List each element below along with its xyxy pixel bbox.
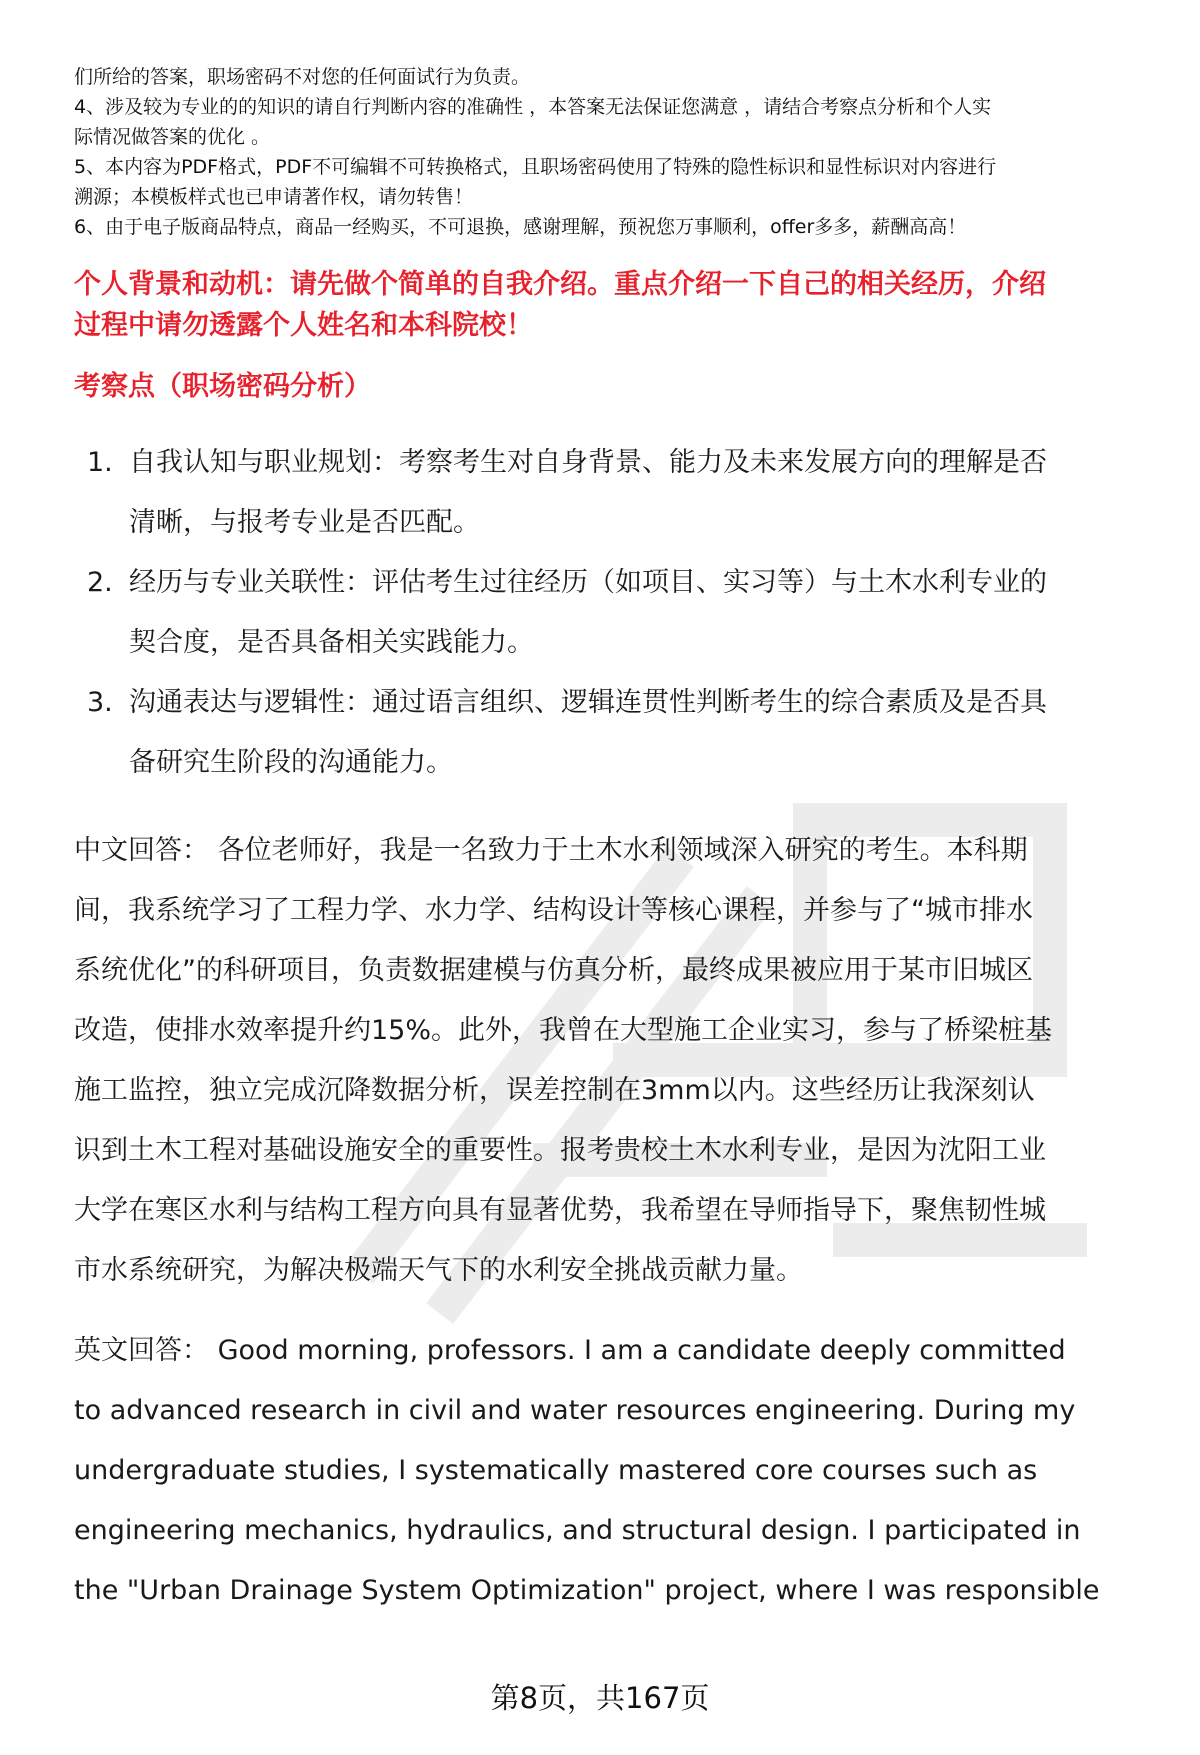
point-line: 自我认知与职业规划：考察考生对自身背景、能力及未来发展方向的理解是否 (129, 447, 1047, 478)
chinese-answer-line: 市水系统研究，为解决极端天气下的水利安全挑战贡献力量。 (74, 1255, 803, 1286)
chinese-answer-line: 中文回答： 各位老师好，我是一名致力于土木水利领域深入研究的考生。本科期 (74, 835, 1028, 866)
english-answer (74, 1321, 1156, 1621)
point-line: 契合度，是否具备相关实践能力。 (129, 627, 534, 658)
analysis-point (74, 433, 1156, 553)
point-line: 沟通表达与逻辑性：通过语言组织、逻辑连贯性判断考生的综合素质及是否具 (129, 687, 1047, 718)
notice-block (74, 62, 1156, 242)
chinese-answer-line: 大学在寒区水利与结构工程方向具有显著优势，我希望在导师指导下，聚焦韧性城 (74, 1195, 1046, 1226)
analysis-point (74, 673, 1156, 793)
english-answer-line: to advanced research in civil and water resources engineering. During my (74, 1395, 1076, 1426)
document-page (74, 62, 1156, 1621)
notice-line: 4、涉及较为专业的的知识的请自行判断内容的准确性 ，本答案无法保证您满意 ，请结合考察点分析和个人实 (74, 96, 992, 118)
analysis-points-list (74, 433, 1156, 793)
notice-line: 溯源；本模板样式也已申请著作权，请勿转售！ (74, 186, 474, 208)
english-answer-line: the "Urban Drainage System Optimization" project, where I was responsible (74, 1575, 1100, 1606)
analysis-point (74, 553, 1156, 673)
english-answer-line: 英文回答： Good morning, professors. I am a candidate deeply committed (74, 1335, 1066, 1366)
notice-line: 5、本内容为PDF格式，PDF不可编辑不可转换格式，且职场密码使用了特殊的隐性标识和显性标识对内容进行 (74, 156, 997, 178)
point-number: 2. (87, 567, 113, 598)
point-line: 经历与专业关联性：评估考生过往经历（如项目、实习等）与土木水利专业的 (129, 567, 1047, 598)
english-answer-line: undergraduate studies, I systematically mastered core courses such as (74, 1455, 1038, 1486)
chinese-answer-line: 施工监控，独立完成沉降数据分析，误差控制在3mm以内。这些经历让我深刻认 (74, 1075, 1035, 1106)
notice-line: 们所给的答案，职场密码不对您的任何面试行为负责。 (74, 66, 531, 88)
chinese-answer-line: 间，我系统学习了工程力学、水力学、结构设计等核心课程，并参与了“城市排水 (74, 895, 1033, 926)
notice-line: 6、由于电子版商品特点，商品一经购买，不可退换，感谢理解，预祝您万事顺利，offer多多，薪酬高高！ (74, 216, 967, 238)
chinese-answer-line: 识到土木工程对基础设施安全的重要性。报考贵校土木水利专业，是因为沈阳工业 (74, 1135, 1046, 1166)
page-number-footer: 第8页，共167页 (490, 1681, 710, 1715)
english-answer-line: engineering mechanics, hydraulics, and structural design. I participated in (74, 1515, 1081, 1546)
notice-line: 际情况做答案的优化 。 (74, 126, 271, 148)
question-title-line: 过程中请勿透露个人姓名和本科院校！ (74, 310, 533, 341)
chinese-answer-line: 系统优化”的科研项目，负责数据建模与仿真分析，最终成果被应用于某市旧城区 (74, 955, 1033, 986)
question-title-line: 个人背景和动机：请先做个简单的自我介绍。重点介绍一下自己的相关经历，介绍 (74, 269, 1046, 300)
analysis-title: 考察点（职场密码分析） (74, 371, 371, 402)
point-number: 3. (87, 687, 113, 718)
point-line: 备研究生阶段的沟通能力。 (129, 747, 453, 778)
point-line: 清晰，与报考专业是否匹配。 (129, 507, 480, 538)
chinese-answer (74, 821, 1156, 1301)
chinese-answer-line: 改造，使排水效率提升约15%。此外，我曾在大型施工企业实习，参与了桥梁桩基 (74, 1015, 1053, 1046)
point-number: 1. (87, 447, 113, 478)
question-heading (74, 264, 1156, 346)
